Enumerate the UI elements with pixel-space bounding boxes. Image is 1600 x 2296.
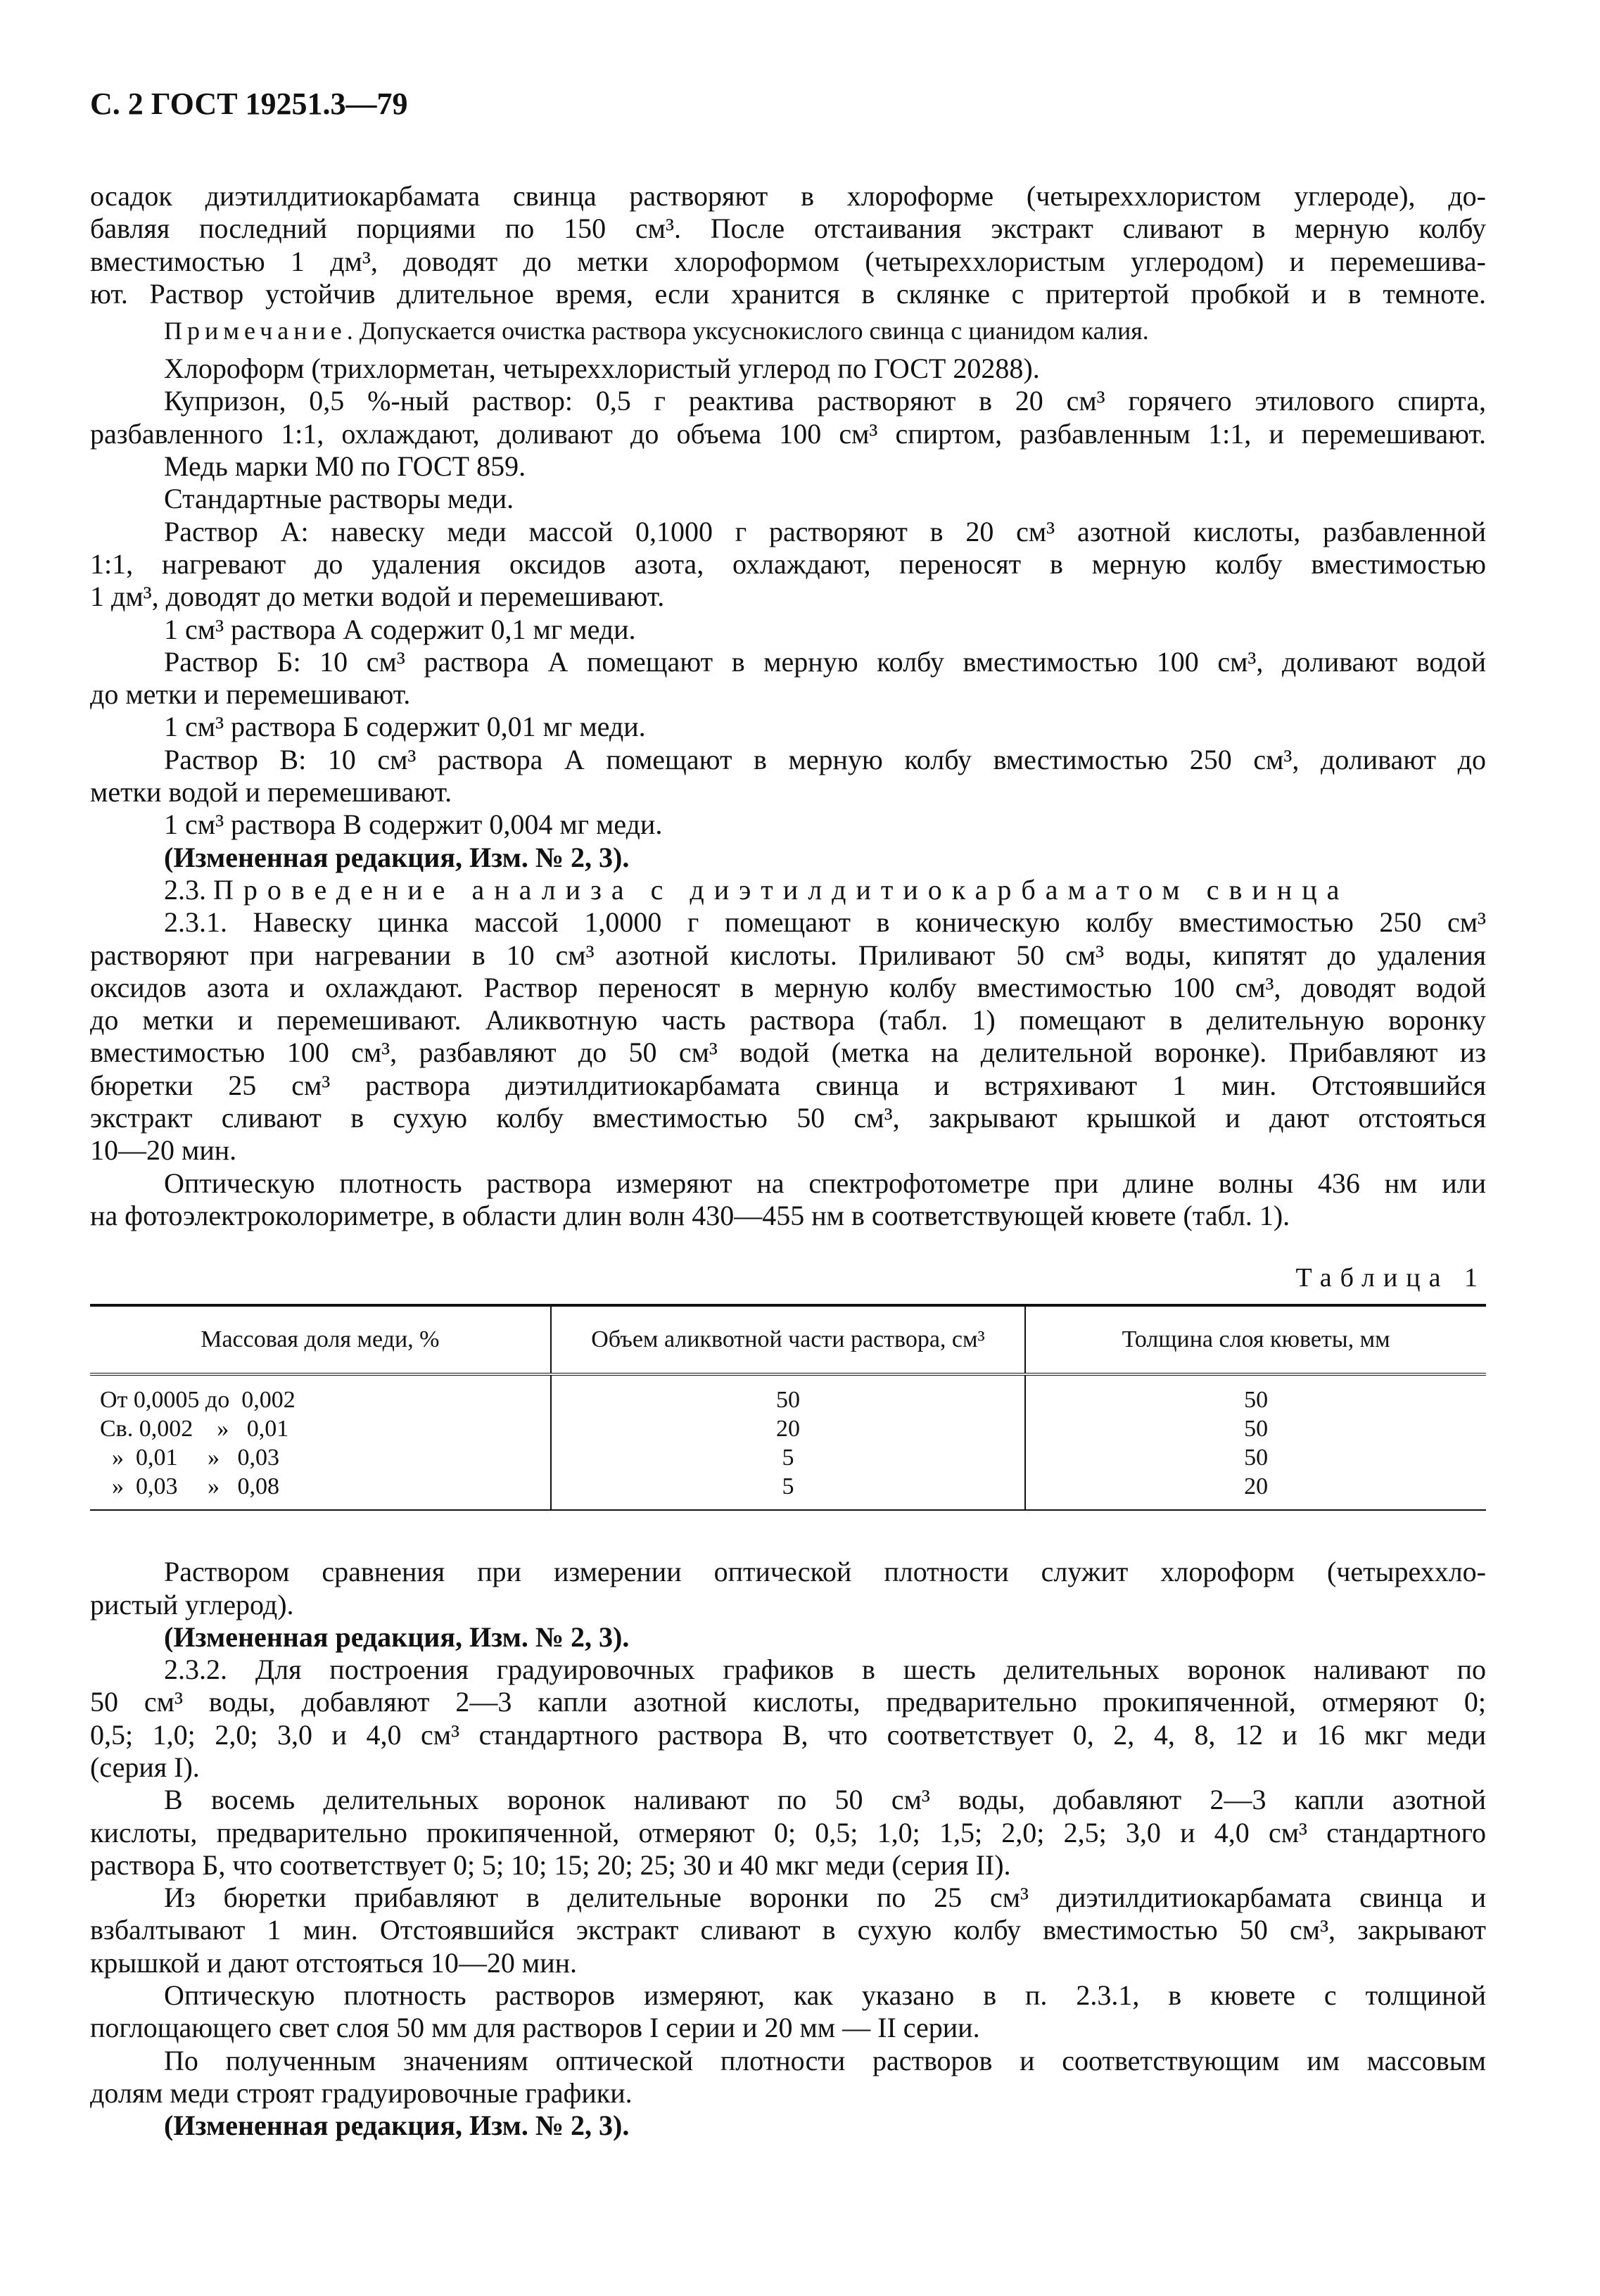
text-line: крышкой и дают отстояться 10—20 мин. (90, 1946, 578, 1979)
text-line: 1 см³ раствора В содержит 0,004 мг меди. (164, 808, 663, 841)
text-line: Раствор В: 10 см³ раствора А помещают в мерную колбу вместимостью 250 см³, доливают до (164, 743, 1486, 775)
table-cell: 50 (1025, 1374, 1486, 1414)
paragraph (90, 450, 1486, 483)
text-line: В восемь делительных воронок наливают по 50 см³ воды, добавляют 2—3 капли азотной (164, 1784, 1486, 1816)
text-line: По полученным значениям оптической плотности растворов и соответствующим им массовым (164, 2044, 1486, 2076)
paragraph (90, 180, 1486, 310)
text-line: взбалтывают 1 мин. Отстоявшийся экстракт сливают в сухую колбу вместимостью 50 см³, закрывают (90, 1914, 1486, 1946)
paragraph (90, 1654, 1486, 1784)
note-label: Примечание (164, 317, 347, 345)
text-line: 1 дм³, доводят до метки водой и перемешивают. (90, 581, 665, 613)
column-header: Толщина слоя кюветы, мм (1025, 1305, 1486, 1374)
text-line: на фотоэлектроколориметре, в области длин волн 430—455 нм в соответствующей кювете (табл. 1). (90, 1199, 1290, 1231)
text-line: долям меди строят градуировочные графики. (90, 2076, 633, 2109)
paragraph (90, 483, 1486, 515)
table-cell: 50 (1025, 1443, 1486, 1472)
table-cell: От 0,0005 до 0,002 (100, 1387, 296, 1414)
amendment-note: (Измененная редакция, Изм. № 2, 3). (164, 2110, 630, 2142)
paragraph (90, 1784, 1486, 1882)
text-line: 10—20 мин. (90, 1134, 237, 1167)
column-header: Объем аликвотной части раствора, см³ (551, 1305, 1026, 1374)
paragraph (90, 1979, 1486, 2045)
text-line: осадок диэтилдитиокарбамата свинца растворяют в хлороформе (четыреххлористом углероде), до- (90, 180, 1486, 212)
text-line: 50 см³ воды, добавляют 2—3 капли азотной кислоты, предварительно прокипяченной, отмеряют 0; (90, 1686, 1486, 1718)
text-line: ристый углерод). (90, 1588, 294, 1620)
text-line: Раствор Б: 10 см³ раствора А помещают в мерную колбу вместимостью 100 см³, доливают водой (164, 645, 1486, 678)
text-line: Хлороформ (трихлорметан, четыреххлористый углерод по ГОСТ 20288). (164, 353, 1040, 385)
table-cell: Св. 0,002 » 0,01 (100, 1416, 289, 1442)
text-line: 0,5; 1,0; 2,0; 3,0 и 4,0 см³ стандартного раствора В, что соответствует 0, 2, 4, 8, 12 и 16 мкг меди (90, 1718, 1486, 1751)
table-cell: 50 (1025, 1414, 1486, 1443)
column-header: Массовая доля меди, % (90, 1305, 551, 1374)
text-line: 1:1, нагревают до удаления оксидов азота, охлаждают, переносят в мерную колбу вместимостью (90, 547, 1486, 580)
amendment-note: (Измененная редакция, Изм. № 2, 3). (164, 841, 630, 873)
text-line: 1 см³ раствора А содержит 0,1 мг меди. (164, 613, 636, 645)
table-cell: 5 (551, 1472, 1026, 1510)
text-line: разбавленного 1:1, охлаждают, доливают до объема 100 см³ спиртом, разбавленным 1:1, и перемешивают. (90, 417, 1486, 450)
paragraph (90, 614, 1486, 646)
text-line: Оптическую плотность раствора измеряют на спектрофотометре при длине волны 436 нм или (164, 1167, 1486, 1199)
text-line: Купризон, 0,5 %-ный раствор: 0,5 г реактива растворяют в 20 см³ горячего этилового спирта, (164, 385, 1486, 417)
text-line: бюретки 25 см³ раствора диэтилдитиокарбамата свинца и встряхивают 1 мин. Отстоявшийся (90, 1069, 1486, 1101)
note-text: . Допускается очистка раствора уксуснокислого свинца с цианидом калия. (346, 317, 1149, 345)
text-line: оксидов азота и охлаждают. Раствор переносят в мерную колбу вместимостью 100 см³, доводят водой (90, 971, 1486, 1003)
table-cell: 20 (1025, 1472, 1486, 1510)
text-line: до метки и перемешивают. (90, 678, 411, 711)
document-page (90, 84, 1486, 2143)
text-line: вместимостью 1 дм³, доводят до метки хлороформом (четыреххлористым углеродом) и перемешива- (90, 245, 1486, 277)
section-heading (90, 874, 1486, 906)
table-row (90, 1414, 1486, 1443)
text-line: Медь марки М0 по ГОСТ 859. (164, 450, 526, 483)
table-row (90, 1443, 1486, 1472)
paragraph (90, 646, 1486, 711)
page-header: С. 2 ГОСТ 19251.3—79 (90, 87, 408, 121)
text-line: 2.3.1. Навеску цинка массой 1,0000 г помещают в коническую колбу вместимостью 250 см³ (164, 906, 1486, 939)
text-line: метки водой и перемешивают. (90, 776, 452, 808)
paragraph (90, 516, 1486, 614)
table-cell: 50 (551, 1374, 1026, 1414)
note (90, 315, 1486, 347)
section-title: Проведение анализа с диэтилдитиокарбаматом свинца (213, 873, 1350, 906)
text-line: 1 см³ раствора Б содержит 0,01 мг меди. (164, 711, 646, 743)
table-cell: 5 (551, 1443, 1026, 1472)
paragraph (90, 808, 1486, 841)
paragraph (90, 711, 1486, 743)
text-line: Раствор А: навеску меди массой 0,1000 г растворяют в 20 см³ азотной кислоты, разбавленной (164, 515, 1486, 547)
text-line: Из бюретки прибавляют в делительные воронки по 25 см³ диэтилдитиокарбамата свинца и (164, 1882, 1486, 1914)
table-row (90, 1472, 1486, 1510)
amendment-note: (Измененная редакция, Изм. № 2, 3). (164, 1620, 630, 1653)
text-line: (серия I). (90, 1751, 200, 1783)
text-line: кислоты, предварительно прокипяченной, отмеряют 0; 0,5; 1,0; 1,5; 2,0; 2,5; 3,0 и 4,0 см³ стандартного (90, 1816, 1486, 1848)
paragraph (90, 906, 1486, 1167)
paragraph (90, 1882, 1486, 1979)
table-cell: 20 (551, 1414, 1026, 1443)
text-line: Стандартные растворы меди. (164, 483, 514, 515)
text-line: ют. Раствор устойчив длительное время, если хранится в склянке с притертой пробкой и в темноте. (90, 277, 1486, 310)
table-row (90, 1374, 1486, 1414)
table-cell: » 0,01 » 0,03 (100, 1445, 279, 1471)
paragraph (90, 744, 1486, 809)
data-table (90, 1304, 1486, 1511)
paragraph (90, 1556, 1486, 1621)
text-line: Оптическую плотность растворов измеряют, как указано в п. 2.3.1, в кювете с толщиной (164, 1979, 1486, 2012)
text-line: поглощающего свет слоя 50 мм для растворов I серии и 20 мм — II серии. (90, 2012, 980, 2044)
table-caption: Таблица 1 (1295, 1263, 1486, 1293)
text-line: вместимостью 100 см³, разбавляют до 50 см³ водой (метка на делительной воронке). Прибавляют из (90, 1036, 1486, 1069)
paragraph (90, 2045, 1486, 2110)
paragraph (90, 1167, 1486, 1233)
section-number: 2.3. (164, 873, 213, 906)
paragraph (90, 353, 1486, 385)
paragraph (90, 385, 1486, 450)
text-line: Раствором сравнения при измерении оптической плотности служит хлороформ (четыреххло- (164, 1556, 1486, 1588)
text-line: до метки и перемешивают. Аликвотную часть раствора (табл. 1) помещают в делительную воронку (90, 1004, 1486, 1036)
text-line: бавляя последний порциями по 150 см³. После отстаивания экстракт сливают в мерную колбу (90, 213, 1486, 245)
text-line: экстракт сливают в сухую колбу вместимостью 50 см³, закрывают крышкой и дают отстояться (90, 1102, 1486, 1134)
table-cell: » 0,03 » 0,08 (100, 1473, 279, 1500)
text-line: 2.3.2. Для построения градуировочных графиков в шесть делительных воронок наливают по (164, 1654, 1486, 1686)
text-line: раствора Б, что соответствует 0; 5; 10; 15; 20; 25; 30 и 40 мкг меди (серия II). (90, 1848, 1011, 1881)
text-line: растворяют при нагревании в 10 см³ азотной кислоты. Приливают 50 см³ воды, кипятят до удаления (90, 939, 1486, 971)
